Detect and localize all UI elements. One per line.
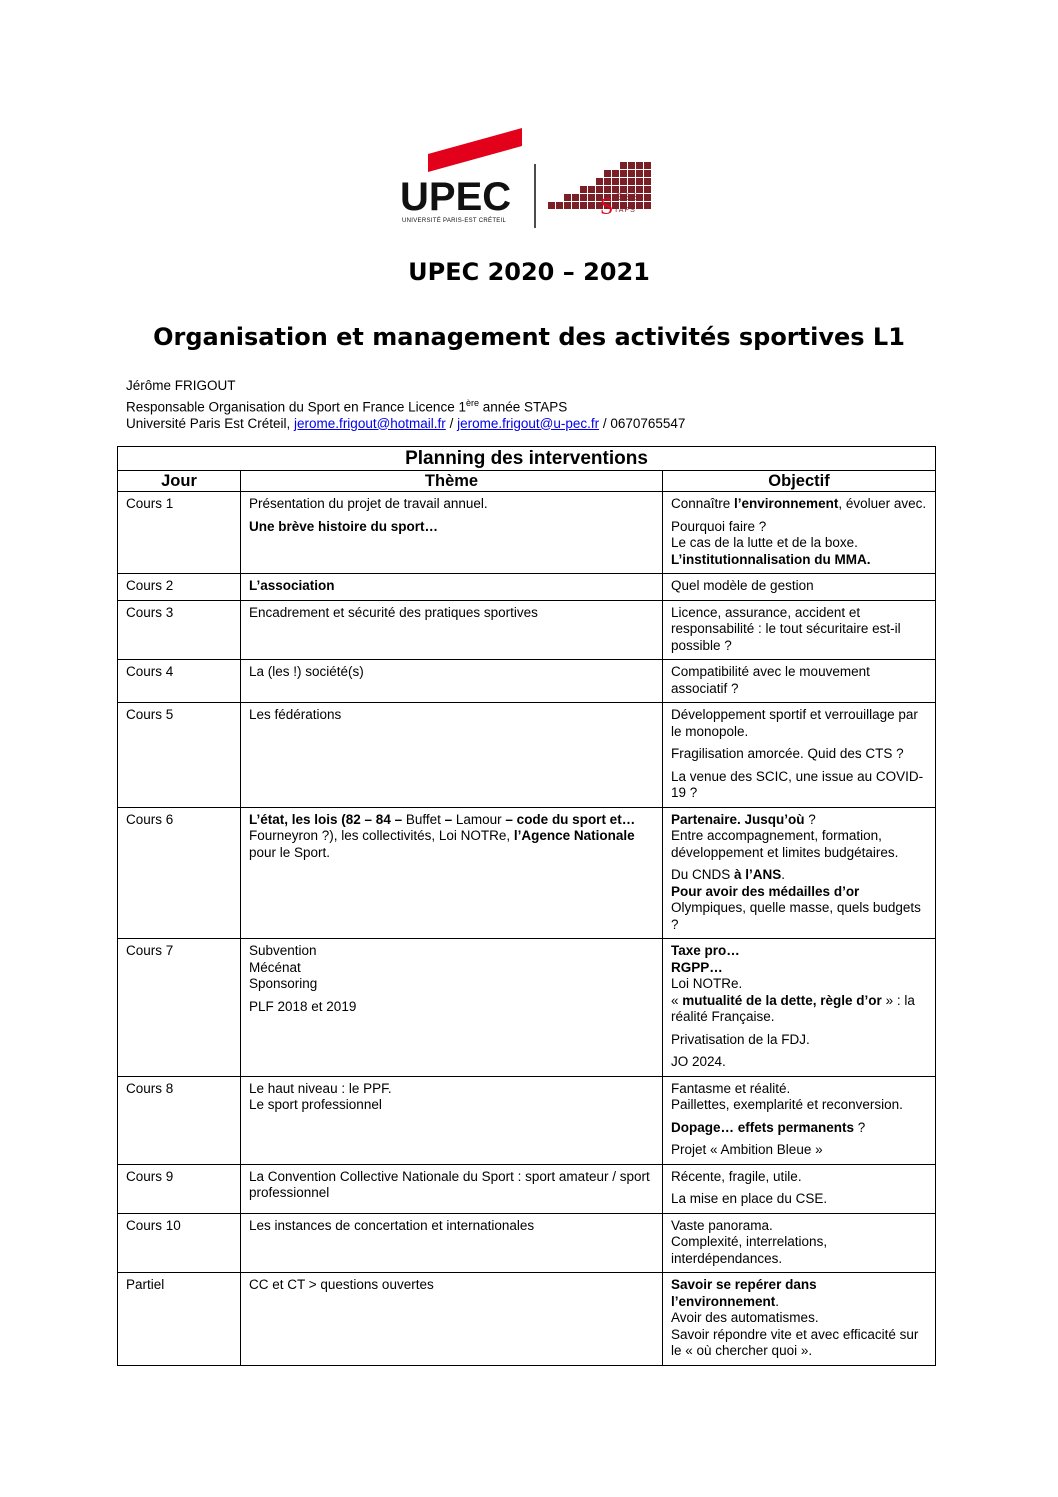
staps-block [644,162,651,169]
objectif-line [671,884,927,901]
staps-block [596,178,603,185]
theme-text: La Convention Collective Nationale du Sport : sport amateur / sport professionnel [249,1168,650,1200]
theme-line [249,1277,654,1294]
theme-fragment: Fourneyron ?), les collectivités, Loi NOTRe, [249,828,514,843]
staps-block [564,202,571,209]
theme-line [249,976,654,993]
staps-block [588,194,595,201]
theme-line [249,812,654,862]
logo-staps-taps: TAPS [614,207,636,214]
objectif-fragment: Pourquoi faire ? [671,518,767,534]
staps-block [636,162,643,169]
cell-objectif [663,1213,936,1273]
objectif-fragment: Entre accompagnement, formation, développement et limites budgétaires. [671,828,899,860]
objectif-fragment: l’environnement [734,496,839,511]
role-sup: ère [465,397,479,408]
objectif-fragment: Taxe pro… [671,943,740,958]
cell-theme [241,1076,663,1164]
jour-text: Cours 3 [126,604,174,620]
jour-text: Cours 5 [126,707,174,722]
objectif-line [671,535,927,552]
staps-block [636,170,643,177]
staps-block [580,194,587,201]
cell-objectif [663,1076,936,1164]
cell-theme [241,574,663,601]
header-objectif: Objectif [663,471,936,492]
cell-objectif [663,939,936,1077]
staps-block [644,186,651,193]
cell-jour [118,1213,241,1273]
theme-line [249,960,654,977]
objectif-fragment: Développement sportif et verrouillage par le monopole. [671,707,918,739]
staps-block [604,170,611,177]
objectif-line [671,943,927,960]
staps-block [572,202,579,209]
objectif-fragment: Loi NOTRe. [671,976,743,991]
logo-graphic [398,124,660,230]
objectif-fragment: ? [854,1119,866,1135]
theme-text: Subvention [249,943,317,958]
objectif-fragment: Savoir répondre vite et avec efficacité sur le « où chercher quoi ». [671,1326,919,1358]
cell-objectif [663,660,936,703]
staps-block [620,178,627,185]
cell-objectif [663,703,936,808]
objectif-line [671,1191,927,1208]
theme-line [249,707,654,724]
objectif-line [671,578,927,595]
jour-text: Cours 2 [126,578,174,593]
staps-block [636,202,643,209]
objectif-fragment: JO 2024. [671,1054,726,1069]
cell-objectif [663,1273,936,1366]
author-name: Jérôme FRIGOUT [126,378,236,393]
logo-upec-subtitle: UNIVERSITÉ PARIS-EST CRÉTEIL [402,218,507,224]
jour-text: Cours 6 [126,811,174,827]
objectif-fragment: Compatibilité avec le mouvement associatif ? [671,664,870,696]
author-role [126,395,685,416]
cell-jour [118,1076,241,1164]
objectif-fragment: Vaste panorama. [671,1217,773,1233]
staps-block [620,170,627,177]
objectif-fragment: La mise en place du CSE. [671,1191,828,1206]
cell-jour [118,574,241,601]
objectif-line [671,1120,927,1137]
staps-block [588,202,595,209]
theme-text: Mécénat [249,959,301,975]
staps-block [644,194,651,201]
cell-theme [241,492,663,574]
theme-fragment: – code du sport et… [501,811,636,827]
objectif-fragment: à l’ANS [734,867,782,882]
logo-staps-ess: ESS [616,192,641,202]
objectif-line [671,1327,927,1360]
affiliation: Université Paris Est Créteil, [126,415,295,431]
objectif-line [671,900,927,933]
theme-fragment: – [440,811,456,827]
table-row [118,703,936,808]
theme-text: Les fédérations [249,707,342,722]
role-text-end: année STAPS [478,399,568,414]
theme-text: L’association [249,578,335,593]
cell-theme [241,1164,663,1213]
objectif-fragment: Connaître [671,496,735,511]
theme-fragment: L’état, les lois (82 – 84 – [249,811,406,827]
objectif-fragment: « [671,992,683,1008]
planning-table [117,446,936,1366]
theme-line [249,999,654,1016]
staps-block [628,162,635,169]
year-title: UPEC 2020 – 2021 [408,258,650,286]
objectif-fragment: Olympiques, quelle masse, quels budgets ? [671,900,921,932]
staps-block [588,186,595,193]
cell-objectif [663,574,936,601]
logo-red-band [428,128,522,172]
staps-block [644,202,651,209]
staps-block [548,202,555,209]
staps-block [572,194,579,201]
cell-objectif [663,600,936,660]
theme-line [249,1169,654,1202]
staps-block [604,186,611,193]
cell-jour [118,1273,241,1366]
cell-objectif [663,492,936,574]
staps-block [612,170,619,177]
objectif-line [671,1234,927,1267]
staps-block [644,178,651,185]
theme-fragment: l’Agence Nationale [513,828,635,843]
course-title: Organisation et management des activités sportives L1 [153,323,905,351]
objectif-fragment: Fantasme et réalité. [671,1080,791,1096]
jour-text: Cours 9 [126,1168,174,1184]
objectif-line [671,1277,927,1310]
logo-upec-text: UPEC [400,175,512,219]
objectif-fragment: Avoir des automatismes. [671,1310,819,1325]
theme-text: La (les !) société(s) [249,664,364,679]
staps-block [628,170,635,177]
objectif-line [671,1310,927,1327]
staps-block [628,178,635,185]
staps-block [580,202,587,209]
upec-staps-logo [398,124,660,230]
staps-block [596,186,603,193]
role-text: Responsable Organisation du Sport en France Licence 1 [126,399,466,414]
objectif-fragment: Pour avoir des médailles d’or [671,883,860,899]
objectif-fragment: Fragilisation amorcée. Quid des CTS ? [671,746,904,761]
jour-text: Cours 10 [126,1217,181,1233]
cell-theme [241,807,663,939]
cell-theme [241,600,663,660]
theme-line [249,664,654,681]
cell-theme [241,703,663,808]
objectif-line [671,1081,927,1098]
cell-objectif [663,807,936,939]
objectif-fragment: Dopage… effets permanents [671,1119,855,1135]
theme-line [249,943,654,960]
jour-text: Cours 1 [126,496,174,511]
table-row [118,1164,936,1213]
objectif-line [671,519,927,536]
staps-block [644,170,651,177]
objectif-fragment: . [775,1293,780,1309]
theme-text: Sponsoring [249,976,318,991]
cell-objectif [663,1164,936,1213]
objectif-line [671,1218,927,1235]
objectif-fragment: Partenaire. Jusqu’où [671,811,805,827]
theme-text: Présentation du projet de travail annuel. [249,496,488,511]
email-link-hotmail[interactable]: jerome.frigout@hotmail.fr [294,415,446,431]
objectif-line [671,746,927,763]
objectif-line [671,605,927,655]
objectif-line [671,993,927,1026]
jour-text: Partiel [126,1277,165,1292]
objectif-line [671,769,927,802]
objectif-fragment: Du CNDS [671,867,735,882]
cell-jour [118,660,241,703]
objectif-fragment: Le cas de la lutte et de la boxe. [671,535,858,550]
table-row [118,574,936,601]
objectif-fragment: Quel modèle de gestion [671,578,814,593]
theme-text: PLF 2018 et 2019 [249,998,357,1014]
objectif-fragment: Privatisation de la FDJ. [671,1031,810,1047]
staps-block [564,194,571,201]
objectif-line [671,552,927,569]
cell-jour [118,703,241,808]
objectif-fragment: Complexité, interrelations, interdépendances. [671,1234,828,1266]
objectif-fragment: La venue des SCIC, une issue au COVID-19 ? [671,768,924,800]
table-row [118,1273,936,1366]
objectif-line [671,812,927,829]
objectif-fragment: , évoluer avec. [838,496,927,511]
objectif-line [671,1169,927,1186]
objectif-fragment: RGPP… [671,959,723,975]
staps-block [620,162,627,169]
objectif-line [671,664,927,697]
author-contact [126,416,685,433]
table-row [118,492,936,574]
objectif-line [671,828,927,861]
objectif-line [671,1142,927,1159]
objectif-fragment: Projet « Ambition Bleue » [671,1142,823,1157]
phone: / 0670765547 [599,415,686,431]
theme-fragment: pour le Sport. [249,844,331,860]
cell-jour [118,492,241,574]
staps-block [636,178,643,185]
cell-theme [241,939,663,1077]
objectif-line [671,707,927,740]
objectif-line [671,1054,927,1071]
jour-text: Cours 4 [126,664,174,679]
objectif-line [671,960,927,977]
objectif-fragment: . [781,867,786,882]
cell-jour [118,600,241,660]
theme-line [249,578,654,595]
table-row [118,807,936,939]
email-link-upec[interactable]: jerome.frigout@u-pec.fr [457,415,600,431]
jour-text: Cours 8 [126,1080,174,1096]
cell-jour [118,1164,241,1213]
cell-jour [118,939,241,1077]
objectif-fragment: Savoir se repérer dans l’environnement [671,1277,817,1309]
jour-text: Cours 7 [126,943,174,958]
logo-staps-initial: S [600,194,614,220]
header-theme: Thème [241,471,663,492]
objectif-line [671,1032,927,1049]
cell-jour [118,807,241,939]
theme-line [249,1081,654,1098]
theme-text: Une brève histoire du sport… [249,518,439,534]
objectif-fragment: Licence, assurance, accident et responsabilité : le tout sécuritaire est-il possible ? [671,604,901,653]
theme-text: Encadrement et sécurité des pratiques sportives [249,604,538,620]
cell-theme [241,1273,663,1366]
theme-line [249,605,654,622]
staps-block [604,178,611,185]
cell-theme [241,660,663,703]
theme-text: Le haut niveau : le PPF. [249,1080,392,1096]
separator: / [445,415,458,431]
objectif-line [671,496,927,513]
staps-block [612,178,619,185]
objectif-line [671,976,927,993]
theme-line [249,1218,654,1235]
staps-block [580,186,587,193]
objectif-fragment: » : la réalité Française. [671,992,915,1024]
table-row [118,660,936,703]
staps-block [556,202,563,209]
header-jour: Jour [118,471,241,492]
objectif-fragment: Récente, fragile, utile. [671,1168,802,1184]
planning-title: Planning des interventions [118,447,936,471]
theme-line [249,519,654,536]
theme-fragment: Buffet [405,811,441,827]
table-row [118,1213,936,1273]
theme-text: CC et CT > questions ouvertes [249,1277,434,1292]
cell-theme [241,1213,663,1273]
table-row [118,939,936,1077]
objectif-fragment: mutualité de la dette, règle d’or [682,992,882,1008]
objectif-fragment: ? [804,811,816,827]
theme-line [249,1097,654,1114]
table-row [118,1076,936,1164]
objectif-fragment: Paillettes, exemplarité et reconversion. [671,1097,903,1112]
author-block [126,378,685,432]
theme-text: Le sport professionnel [249,1097,382,1112]
objectif-line [671,867,927,884]
theme-line [249,496,654,513]
table-row [118,600,936,660]
objectif-line [671,1097,927,1114]
objectif-fragment: L’institutionnalisation du MMA. [671,551,871,567]
theme-text: Les instances de concertation et internationales [249,1217,535,1233]
theme-fragment: Lamour [455,811,502,827]
